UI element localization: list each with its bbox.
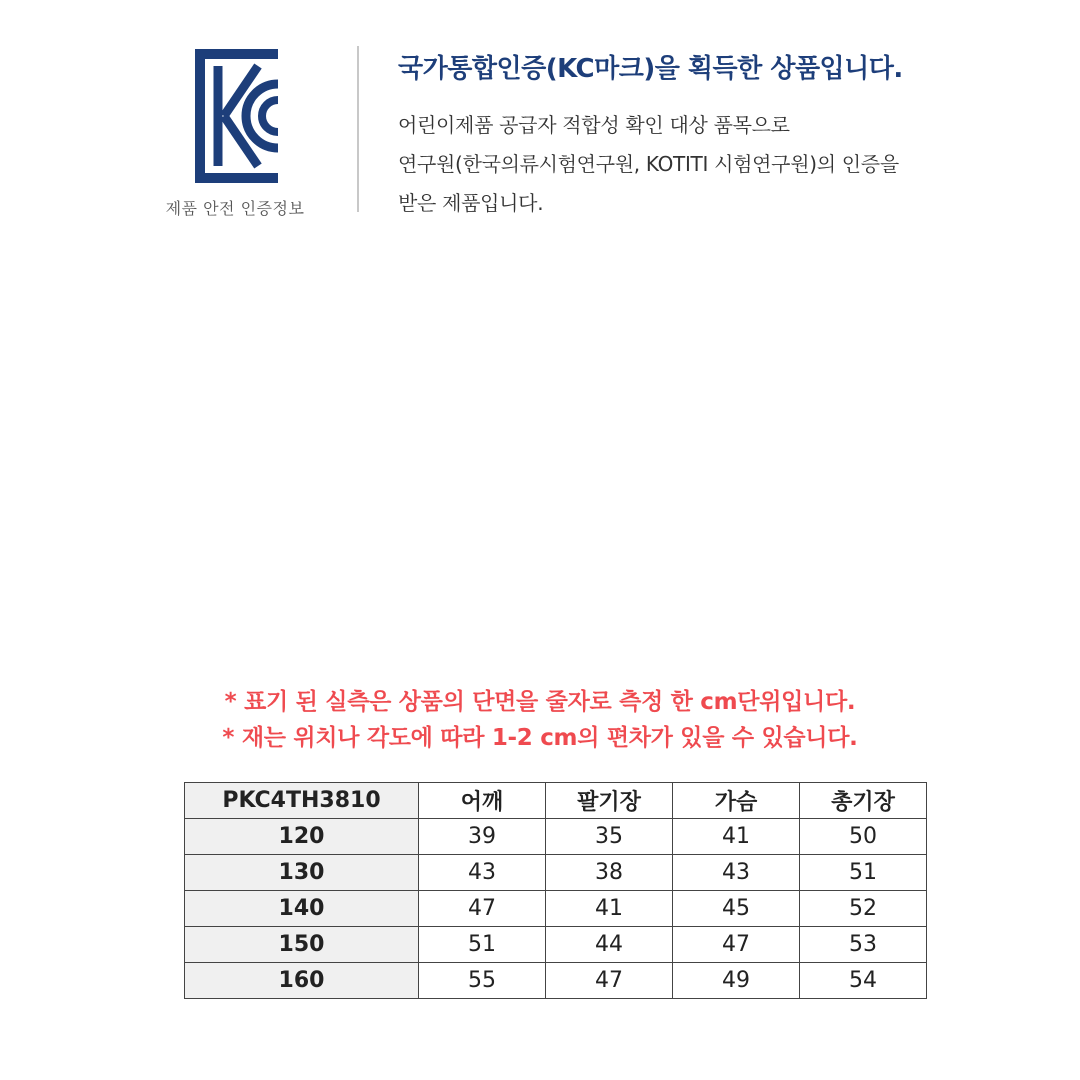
description-line: 받은 제품입니다. [398,191,544,215]
certification-description [398,106,1038,223]
table-cell: 50 [800,819,927,855]
column-header-chest: 가슴 [673,783,800,819]
table-cell: 47 [673,927,800,963]
measurement-notes [0,684,1080,756]
table-cell: 35 [546,819,673,855]
table-cell: 39 [419,819,546,855]
divider [357,46,359,212]
table-cell: 47 [546,963,673,999]
table-cell: 51 [800,855,927,891]
product-code-header: PKC4TH3810 [185,783,419,819]
kc-caption: 제품 안전 인증정보 [165,199,305,218]
table-header-row [185,783,927,819]
table-cell: 47 [419,891,546,927]
size-label: 140 [185,891,419,927]
certification-title: 국가통합인증(KC마크)을 획득한 상품입니다. [398,54,903,84]
column-header-length: 총기장 [800,783,927,819]
note-line: * 표기 된 실측은 상품의 단면을 줄자로 측정 한 cm단위입니다. [224,689,856,715]
column-header-shoulder: 어깨 [419,783,546,819]
table-cell: 44 [546,927,673,963]
table-cell: 53 [800,927,927,963]
table-row [185,891,927,927]
table-row [185,927,927,963]
note-line: * 재는 위치나 각도에 따라 1-2 cm의 편차가 있을 수 있습니다. [222,725,858,751]
table-cell: 55 [419,963,546,999]
table-cell: 38 [546,855,673,891]
size-label: 120 [185,819,419,855]
table-cell: 43 [673,855,800,891]
table-cell: 43 [419,855,546,891]
size-label: 130 [185,855,419,891]
table-row [185,963,927,999]
table-cell: 41 [673,819,800,855]
description-line: 연구원(한국의류시험연구원, KOTITI 시험연구원)의 인증을 [398,152,899,176]
column-header-sleeve: 팔기장 [546,783,673,819]
kc-logo-icon [194,48,282,184]
table-cell: 54 [800,963,927,999]
kc-certification-mark [160,48,310,223]
size-label: 150 [185,927,419,963]
table-cell: 52 [800,891,927,927]
size-table [184,782,927,999]
table-cell: 41 [546,891,673,927]
table-cell: 45 [673,891,800,927]
description-line: 어린이제품 공급자 적합성 확인 대상 품목으로 [398,113,790,137]
table-row [185,819,927,855]
size-label: 160 [185,963,419,999]
table-cell: 49 [673,963,800,999]
table-row [185,855,927,891]
table-cell: 51 [419,927,546,963]
